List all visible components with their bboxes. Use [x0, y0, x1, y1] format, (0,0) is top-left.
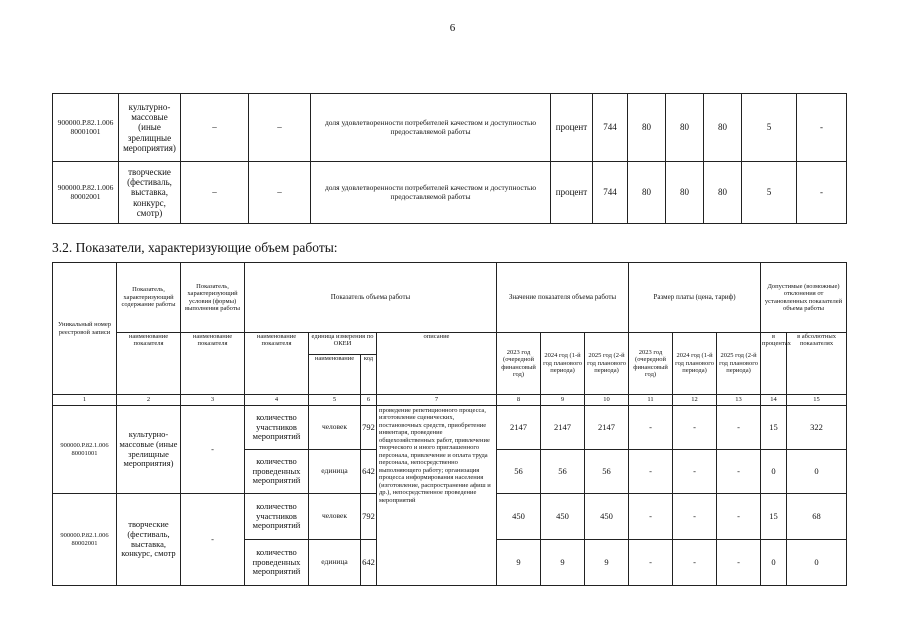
payment-cell: -	[629, 494, 673, 540]
header-p2023: 2023 год (очередной финансовый год)	[629, 333, 673, 395]
header-conditions: Показатель, характеризующий условия (формы) выполнения работы	[181, 263, 245, 333]
unit-cell: единица	[309, 540, 361, 586]
value-cell: 9	[497, 540, 541, 586]
header-dev-pct: в процентах	[761, 333, 787, 395]
value-cell: 56	[541, 450, 585, 494]
unit-cell: единица	[309, 450, 361, 494]
payment-cell: -	[717, 494, 761, 540]
indicator-cell: количество участников мероприятий	[245, 494, 309, 540]
quality-indicators-table	[52, 93, 847, 224]
header-p2025: 2025 год (2-й год планового периода)	[717, 333, 761, 395]
payment-cell: -	[717, 406, 761, 450]
indicator-cell: доля удовлетворенности потребителей качеством и доступностью предоставляемой работы	[311, 162, 551, 224]
deviation-pct-cell: 0	[761, 540, 787, 586]
header-description: описание	[377, 333, 497, 395]
deviation-abs-cell: 68	[787, 494, 847, 540]
value-cell: 2147	[585, 406, 629, 450]
header-name-volume: наименование показателя	[245, 333, 309, 395]
value-cell: 9	[585, 540, 629, 586]
value-cell: 450	[541, 494, 585, 540]
column-number: 13	[717, 395, 761, 406]
value-cell: 80	[704, 94, 742, 162]
condition-cell: -	[181, 494, 245, 586]
table-row	[53, 406, 847, 450]
header-content: Показатель, характеризующий содержание работы	[117, 263, 181, 333]
column-number: 1	[53, 395, 117, 406]
header-deviation: Допустимые (возможные) отклонения от установленных показателей объема работы	[761, 263, 847, 333]
value-cell: 80	[666, 94, 704, 162]
condition-cell: –	[181, 94, 249, 162]
column-number: 5	[309, 395, 361, 406]
column-number-row	[53, 395, 847, 406]
header-payment: Размер платы (цена, тариф)	[629, 263, 761, 333]
indicator-cell: количество участников мероприятий	[245, 406, 309, 450]
header-y2024: 2024 год (1-й год планового периода)	[541, 333, 585, 395]
deviation-pct-cell: 5	[742, 162, 797, 224]
value-cell: 2147	[541, 406, 585, 450]
okei-cell: 642	[361, 540, 377, 586]
column-number: 15	[787, 395, 847, 406]
column-number: 12	[673, 395, 717, 406]
payment-cell: -	[673, 450, 717, 494]
payment-cell: -	[629, 450, 673, 494]
header-y2023: 2023 год (очередной финансовый год)	[497, 333, 541, 395]
value-cell: 56	[497, 450, 541, 494]
column-number: 10	[585, 395, 629, 406]
indicator-cell: количество проведенных мероприятий	[245, 540, 309, 586]
column-number: 11	[629, 395, 673, 406]
column-number: 2	[117, 395, 181, 406]
deviation-abs-cell: 0	[787, 540, 847, 586]
header-unique-number: Уникальный номер реестровой записи	[53, 263, 117, 395]
payment-cell: -	[673, 494, 717, 540]
value-cell: 9	[541, 540, 585, 586]
header-name-content: наименование показателя	[117, 333, 181, 395]
okei-cell: 744	[593, 162, 628, 224]
description-cell: проведение репетиционного процесса, изготовление сценических, постановочных средств, приобретение инвентаря, проведение общехозяйственных работ, привлечение творческого и иного приглашенного персонала, привлечение и оплата труда персонала, непосредственно выполняющего работу; организация процесса информирования населения (изготовление, распространение афиш и др.), непосредственное проведение мероприятий	[377, 406, 497, 586]
payment-cell: -	[717, 540, 761, 586]
registry-code: 900000.Р.82.1.006 80002001	[53, 162, 119, 224]
value-cell: 80	[628, 94, 666, 162]
header-name-cond: наименование показателя	[181, 333, 245, 395]
value-cell: 450	[585, 494, 629, 540]
column-number: 7	[377, 395, 497, 406]
okei-cell: 744	[593, 94, 628, 162]
deviation-abs-cell: 0	[787, 450, 847, 494]
condition-cell: -	[181, 406, 245, 494]
table-row	[53, 94, 847, 162]
unit-cell: человек	[309, 494, 361, 540]
column-number: 9	[541, 395, 585, 406]
page-number: 6	[449, 22, 456, 34]
header-unit-code: код	[361, 355, 377, 395]
value-cell: 2147	[497, 406, 541, 450]
content-cell: культурно-массовые (иные зрелищные мероприятия)	[119, 94, 181, 162]
indicator-cell: доля удовлетворенности потребителей качеством и доступностью предоставляемой работы	[311, 94, 551, 162]
payment-cell: -	[673, 406, 717, 450]
header-dev-abs: в абсолютных показателях	[787, 333, 847, 395]
value-cell: 450	[497, 494, 541, 540]
payment-cell: -	[717, 450, 761, 494]
table-header-row	[53, 263, 847, 333]
content-cell: творческие (фестиваль, выставка, конкурс, смотр	[117, 494, 181, 586]
value-cell: 56	[585, 450, 629, 494]
condition-cell: –	[181, 162, 249, 224]
header-unit-okei: единица измерения по ОКЕИ	[309, 333, 377, 355]
registry-code: 900000.Р.82.1.006 80001001	[53, 94, 119, 162]
section-title: 3.2. Показатели, характеризующие объем работы:	[52, 240, 338, 255]
content-cell: творческие (фестиваль, выставка, конкурс, смотр)	[119, 162, 181, 224]
column-number: 8	[497, 395, 541, 406]
header-y2025: 2025 год (2-й год планового периода)	[585, 333, 629, 395]
payment-cell: -	[629, 406, 673, 450]
deviation-abs-cell: -	[797, 162, 847, 224]
header-value: Значение показателя объема работы	[497, 263, 629, 333]
column-number: 3	[181, 395, 245, 406]
okei-cell: 642	[361, 450, 377, 494]
column-number: 6	[361, 395, 377, 406]
deviation-pct-cell: 15	[761, 406, 787, 450]
volume-indicators-table	[52, 262, 847, 586]
okei-cell: 792	[361, 494, 377, 540]
okei-cell: 792	[361, 406, 377, 450]
value-cell: 80	[628, 162, 666, 224]
header-unit-name: наименование	[309, 355, 361, 395]
condition-cell: –	[249, 162, 311, 224]
deviation-abs-cell: -	[797, 94, 847, 162]
condition-cell: –	[249, 94, 311, 162]
header-p2024: 2024 год (1-й год планового периода)	[673, 333, 717, 395]
registry-code: 900000.Р.82.1.006 80001001	[53, 406, 117, 494]
deviation-abs-cell: 322	[787, 406, 847, 450]
value-cell: 80	[704, 162, 742, 224]
unit-cell: человек	[309, 406, 361, 450]
header-volume: Показатель объема работы	[245, 263, 497, 333]
deviation-pct-cell: 15	[761, 494, 787, 540]
payment-cell: -	[673, 540, 717, 586]
column-number: 4	[245, 395, 309, 406]
table-row	[53, 162, 847, 224]
registry-code: 900000.Р.82.1.006 80002001	[53, 494, 117, 586]
content-cell: культурно-массовые (иные зрелищные мероприятия)	[117, 406, 181, 494]
value-cell: 80	[666, 162, 704, 224]
unit-cell: процент	[551, 162, 593, 224]
indicator-cell: количество проведенных мероприятий	[245, 450, 309, 494]
unit-cell: процент	[551, 94, 593, 162]
deviation-pct-cell: 0	[761, 450, 787, 494]
table-header-row	[53, 333, 847, 355]
payment-cell: -	[629, 540, 673, 586]
column-number: 14	[761, 395, 787, 406]
deviation-pct-cell: 5	[742, 94, 797, 162]
